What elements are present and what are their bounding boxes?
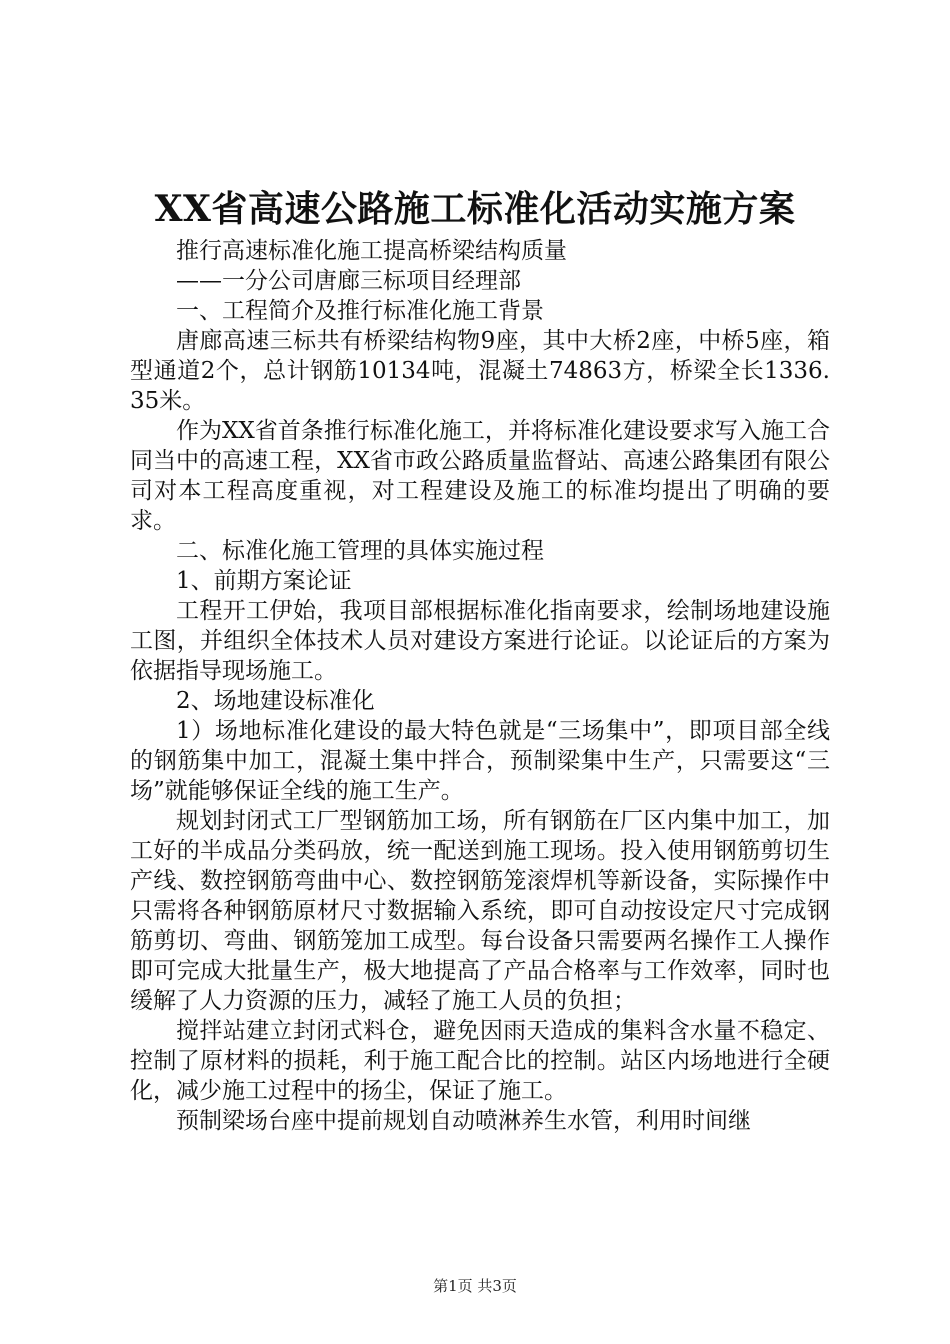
section-heading: 一、工程简介及推行标准化施工背景 [176, 298, 544, 324]
document-title: XX省高速公路施工标准化活动实施方案 [154, 188, 796, 230]
paragraph: ——一分公司唐廊三标项目经理部 [176, 268, 521, 294]
paragraph: 搅拌站建立封闭式料仓，避免因雨天造成的集料含水量不稳定、控制了原材料的损耗，利于施工配合比的控制。站区内场地进行全硬化，减少施工过程中的扬尘，保证了施工。 [130, 1018, 830, 1104]
paragraph: 唐廊高速三标共有桥梁结构物9座，其中大桥2座，中桥5座，箱型通道2个，总计钢筋10134吨，混凝土74863方，桥梁全长1336.35米。 [130, 328, 830, 414]
paragraph: 推行高速标准化施工提高桥梁结构质量 [176, 238, 567, 264]
paragraph: 预制梁场台座中提前规划自动喷淋养生水管，利用时间继 [176, 1108, 751, 1134]
paragraph: 规划封闭式工厂型钢筋加工场，所有钢筋在厂区内集中加工，加工好的半成品分类码放，统一配送到施工现场。投入使用钢筋剪切生产线、数控钢筋弯曲中心、数控钢筋笼滚焊机等新设备，实际操作中只需将各种钢筋原材尺寸数据输入系统，即可自动按设定尺寸完成钢筋剪切、弯曲、钢筋笼加工成型。每台设备只需要两名操作工人操作即可完成大批量生产，极大地提高了产品合格率与工作效率，同时也缓解了人力资源的压力，减轻了施工人员的负担； [130, 808, 830, 1014]
paragraph: 作为XX省首条推行标准化施工，并将标准化建设要求写入施工合同当中的高速工程，XX省市政公路质量监督站、高速公路集团有限公司对本工程高度重视，对工程建设及施工的标准均提出了明确的要求。 [130, 418, 830, 534]
paragraph: 工程开工伊始，我项目部根据标准化指南要求，绘制场地建设施工图，并组织全体技术人员对建设方案进行论证。以论证后的方案为依据指导现场施工。 [130, 598, 830, 684]
subsection-heading: 1、前期方案论证 [176, 568, 352, 594]
paragraph: 1）场地标准化建设的最大特色就是“三场集中”，即项目部全线的钢筋集中加工，混凝土集中拌合，预制梁集中生产，只需要这“三场”就能够保证全线的施工生产。 [130, 718, 830, 804]
page-number-footer: 第1页 共3页 [433, 1277, 517, 1295]
subsection-heading: 2、场地建设标准化 [176, 688, 375, 714]
document-body [130, 236, 830, 1136]
section-heading: 二、标准化施工管理的具体实施过程 [176, 538, 544, 564]
